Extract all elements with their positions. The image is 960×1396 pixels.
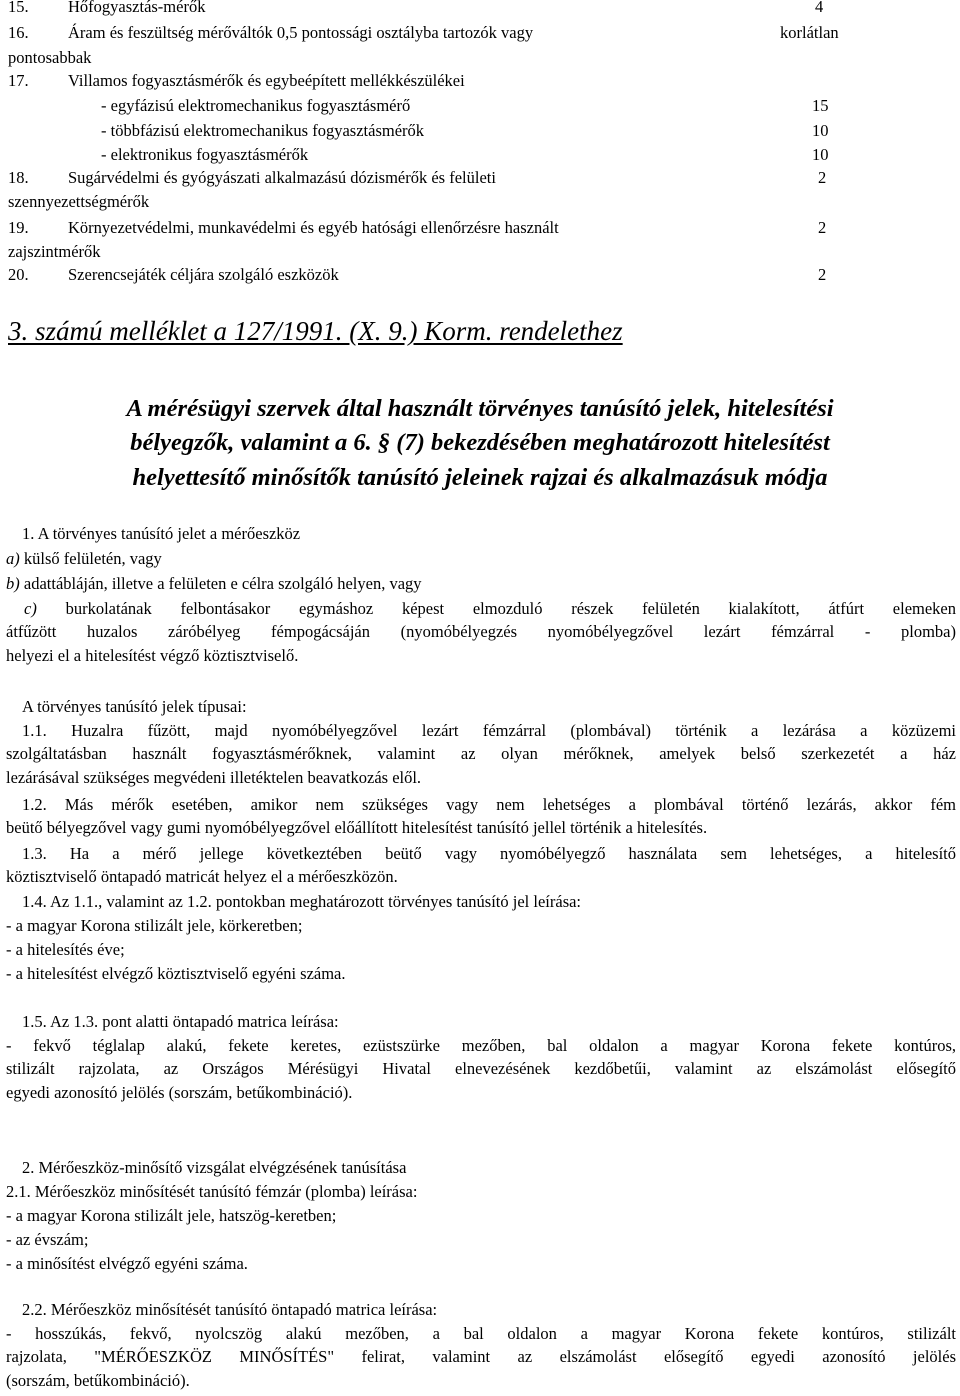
list-text: Villamos fogyasztásmérők és egybeépített mellékkészülékei	[68, 71, 465, 90]
list-number: 17.	[8, 71, 29, 90]
list-value: 2	[818, 168, 827, 187]
text-line: 1.3. Ha a mérő jellege következtében beütő vagy nyomóbélyegző használata sem lehetséges, a hitelesítő	[22, 844, 956, 863]
list-text: Sugárvédelmi és gyógyászati alkalmazású dózismérők és felületi	[68, 168, 496, 187]
list-text: Áram és feszültség mérőváltók 0,5 pontossági osztályba tartozók vagy	[68, 23, 534, 42]
list-text-continued: szennyezettségmérők	[8, 192, 150, 211]
title-line: A mérésügyi szervek által használt törvényes tanúsító jelek, hitelesítési	[126, 395, 834, 422]
list-value: korlátlan	[780, 23, 839, 42]
text-line: egyedi azonosító jelölés (sorszám, betűkombináció).	[6, 1082, 353, 1102]
list-value: 10	[812, 145, 829, 164]
point-text: adattábláján, illetve a felületen e célra szolgáló helyen, vagy	[23, 574, 422, 593]
list-subitem: - elektronikus fogyasztásmérők	[101, 145, 309, 164]
list-subitem: - egyfázisú elektromechanikus fogyasztásmérő	[101, 96, 411, 115]
list-number: 19.	[8, 218, 29, 237]
list-line: - a magyar Korona stilizált jele, hatszög-keretben;	[6, 1206, 337, 1225]
paragraph-1-1	[6, 719, 956, 789]
text-line: stilizált rajzolata, az Országos Mérésügyi Hivatal elnevezésének kezdőbetűi, valamint az elszámolást elősegítő	[6, 1059, 956, 1079]
list-value: 15	[812, 96, 829, 115]
list-number: 18.	[8, 168, 29, 187]
list-value: 10	[812, 121, 829, 140]
text-line: (sorszám, betűkombináció).	[6, 1370, 190, 1390]
point-text: burkolatának felbontásakor egymáshoz képest elmozduló részek felületén kialakított, átfúrt elemeken	[65, 599, 957, 618]
list-text: Szerencsejáték céljára szolgáló eszközök	[68, 265, 339, 284]
point-label: b)	[6, 574, 20, 593]
list-line: - az évszám;	[6, 1230, 89, 1249]
list-number: 15.	[8, 0, 29, 16]
paragraph-1-2	[6, 793, 956, 840]
point-label: c)	[24, 599, 37, 618]
text-line: lezárásával szükséges megvédeni illetéktelen beavatkozás elől.	[6, 767, 422, 787]
document-title	[40, 392, 920, 495]
list-line: - a magyar Korona stilizált jele, körkeretben;	[6, 916, 303, 935]
list-text-continued: zajszintmérők	[8, 242, 101, 261]
types-heading: A törvényes tanúsító jelek típusai:	[22, 697, 247, 716]
text-line: 1.2. Más mérők esetében, amikor nem szükséges vagy nem lehetséges a plombával történő lezárás, akkor fém	[22, 795, 956, 814]
list-number: 16.	[8, 23, 29, 42]
list-text: Hőfogyasztás-mérők	[68, 0, 206, 16]
paragraph-2-2-text	[6, 1322, 956, 1392]
paragraph-1-5: 1.5. Az 1.3. pont alatti öntapadó matrica leírása:	[22, 1012, 339, 1031]
paragraph-1-3	[6, 842, 956, 889]
paragraph-1-5-text	[6, 1034, 956, 1104]
list-subitem: - többfázisú elektromechanikus fogyasztásmérők	[101, 121, 425, 140]
point-text: átfűzött huzalos záróbélyeg fémpogácsáján (nyomóbélyegzés nyomóbélyegzővel lezárt fémzárral - plomba)	[6, 622, 956, 642]
point-text: helyezi el a hitelesítést végző köztisztviselő.	[6, 645, 299, 665]
list-line: - a hitelesítés éve;	[6, 940, 125, 959]
text-line: szolgáltatásban használt fogyasztásmérőknek, valamint az olyan mérőknek, amelyek belső szerkezetét a ház	[6, 744, 956, 764]
list-value: 2	[818, 218, 827, 237]
list-value: 2	[818, 265, 827, 284]
text-line: - hosszúkás, fekvő, nyolcszög alakú mezőben, a bal oldalon a magyar Korona fekete kontúros, stilizált	[6, 1324, 956, 1343]
list-line: - a minősítést elvégző egyéni száma.	[6, 1254, 248, 1273]
list-line: - a hitelesítést elvégző köztisztviselő egyéni száma.	[6, 964, 346, 983]
title-line: helyettesítő minősítők tanúsító jeleinek rajzai és alkalmazásuk módja	[132, 463, 828, 491]
paragraph-1-4: 1.4. Az 1.1., valamint az 1.2. pontokban meghatározott törvényes tanúsító jel leírása:	[22, 892, 582, 911]
point-text: külső felületén, vagy	[23, 549, 162, 568]
paragraph-1: 1. A törvényes tanúsító jelet a mérőeszköz	[22, 524, 301, 543]
text-line: 1.1. Huzalra fűzött, majd nyomóbélyegzővel lezárt fémzárral (plombával) történik a lezárása a közüzemi	[22, 721, 956, 740]
title-line: bélyegzők, valamint a 6. § (7) bekezdésében meghatározott hitelesítést	[130, 429, 830, 457]
point-b	[6, 572, 422, 595]
text-line: - fekvő téglalap alakú, fekete keretes, ezüstszürke mezőben, bal oldalon a magyar Korona fekete kontúros,	[6, 1036, 956, 1055]
list-value: 4	[815, 0, 824, 16]
point-c	[6, 597, 956, 667]
paragraph-2-2: 2.2. Mérőeszköz minősítését tanúsító öntapadó matrica leírása:	[22, 1300, 438, 1319]
list-number: 20.	[8, 265, 29, 284]
annex-heading: 3. számú melléklet a 127/1991. (X. 9.) Korm. rendelethez	[8, 316, 623, 346]
list-text: Környezetvédelmi, munkavédelmi és egyéb hatósági ellenőrzésre használt	[68, 218, 559, 237]
text-line: rajzolata, "MÉRŐESZKÖZ MINŐSÍTÉS" felirat, valamint az elszámolást elősegítő egyedi azonosító jelölés	[6, 1347, 956, 1367]
text-line: beütő bélyegzővel vagy gumi nyomóbélyegzővel előállított hitelesítést tanúsító jellel történik a hitelesítés.	[6, 818, 708, 838]
text-line: köztisztviselő öntapadó matricát helyez el a mérőeszközön.	[6, 867, 398, 887]
paragraph-2: 2. Mérőeszköz-minősítő vizsgálat elvégzésének tanúsítása	[22, 1158, 407, 1177]
list-text-continued: pontosabbak	[8, 48, 92, 67]
point-a	[6, 547, 162, 570]
paragraph-2-1: 2.1. Mérőeszköz minősítését tanúsító fémzár (plomba) leírása:	[6, 1182, 418, 1201]
point-label: a)	[6, 549, 20, 568]
